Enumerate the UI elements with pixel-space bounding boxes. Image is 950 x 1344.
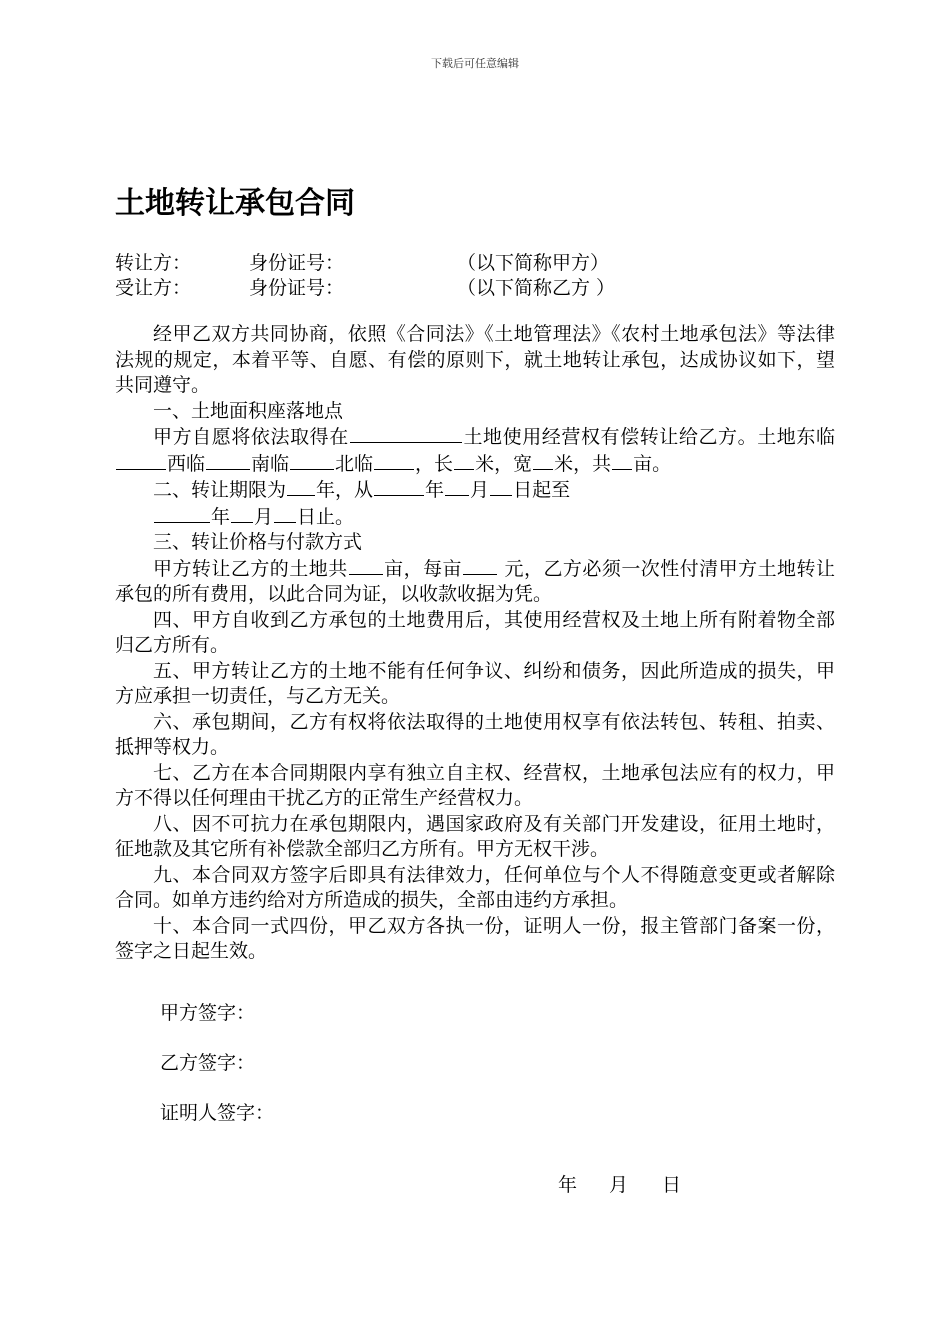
text-run: 年 (425, 479, 445, 501)
section-1-text (115, 424, 835, 477)
west-blank (206, 451, 250, 470)
party-alias: （以下简称甲方） (457, 252, 610, 274)
text-run: 米，共 (554, 452, 612, 475)
signing-date (558, 1170, 681, 1197)
text-run: 米，宽 (475, 452, 533, 475)
text-run: 亩，每亩 (383, 557, 463, 580)
contract-body (115, 322, 835, 965)
date-month: 月 (609, 1174, 629, 1196)
start-year-blank (374, 477, 424, 496)
length-blank (454, 451, 474, 470)
clause-8: 八、因不可抗力在承包期限内，遇国家政府及有关部门开发建设，征用土地时，征地款及其它所有补偿款全部归乙方所有。甲方无权干涉。 (115, 812, 835, 860)
text-run: 月 (470, 479, 490, 501)
party-a-signature: 甲方签字： (160, 1002, 256, 1024)
clause-6: 六、承包期间，乙方有权将依法取得的土地使用权享有依法转包、转租、拍卖、抵押等权力。 (115, 710, 835, 758)
clause-9: 九、本合同双方签字后即具有法律效力，任何单位与个人不得随意变更或者解除合同。如单方违约给对方所造成的损失，全部由违约方承担。 (115, 863, 835, 911)
clause-5: 五、甲方转让乙方的土地不能有任何争议、纠纷和债务，因此所造成的损失，甲方应承担一切责任，与乙方无关。 (115, 659, 835, 707)
party-alias: （以下简称乙方 ） (457, 277, 616, 299)
price-per-mu-blank (463, 556, 497, 575)
date-year: 年 (558, 1174, 578, 1196)
text-run: 年，从 (316, 479, 374, 501)
document-title: 土地转让承包合同 (115, 186, 355, 221)
clause-7: 七、乙方在本合同期限内享有独立自主权、经营权，土地承包法应有的权力，甲方不得以任何理由干扰乙方的正常生产经营权力。 (115, 761, 835, 809)
text-run: 南临 (251, 452, 290, 475)
party-role: 受让方： (115, 277, 192, 299)
text-run: 北临 (335, 452, 374, 475)
south-blank (290, 451, 334, 470)
text-run: 甲方转让乙方的土地共 (153, 557, 348, 580)
party-id-label: 身份证号： (249, 252, 345, 274)
section-3-text (115, 556, 835, 608)
intro-paragraph: 经甲乙双方共同协商，依照《合同法》《土地管理法》《农村土地承包法》等法律法规的规定，本着平等、自愿、有偿的原则下，就土地转让承包，达成协议如下，望共同遵守。 (115, 323, 835, 396)
end-month-blank (231, 504, 253, 523)
section-2-text (115, 477, 835, 530)
text-run: 元，乙方必须一次性付清甲方土地转让承包的所有费用，以此合同为证，以收款收据为凭。 (115, 557, 835, 605)
end-year-blank (154, 504, 210, 523)
section-1-heading: 一、土地面积座落地点 (153, 399, 344, 422)
east-blank (116, 451, 166, 470)
party-b-signature: 乙方签字： (160, 1052, 256, 1074)
north-blank (374, 451, 414, 470)
text-run: 土地使用经营权有偿转让给乙方。土地东临 (462, 426, 835, 448)
text-run: 年 (211, 505, 231, 528)
text-run: 亩。 (633, 452, 672, 475)
text-run: 甲方自愿将依法取得在 (153, 426, 349, 448)
area-blank (612, 451, 632, 470)
text-run: 日止。 (297, 505, 355, 528)
text-run: 日起至 (513, 479, 571, 501)
term-years-blank (287, 477, 315, 496)
total-mu-blank (349, 556, 383, 575)
party-role: 转让方： (115, 252, 192, 274)
witness-signature: 证明人签字： (160, 1102, 275, 1124)
text-run: 二、转让期限为 (153, 479, 287, 501)
location-blank (350, 424, 462, 443)
text-run: 月 (254, 505, 274, 528)
end-day-blank (274, 504, 296, 523)
parties-block (115, 248, 855, 298)
section-3-heading: 三、转让价格与付款方式 (153, 531, 363, 553)
text-run: 西临 (167, 452, 206, 475)
width-blank (533, 451, 553, 470)
header-note: 下载后可任意编辑 (431, 57, 519, 70)
date-day: 日 (662, 1174, 682, 1196)
party-row-transferor (115, 248, 855, 273)
clause-4: 四、甲方自收到乙方承包的土地费用后，其使用经营权及土地上所有附着物全部归乙方所有。 (115, 608, 835, 656)
start-day-blank (490, 477, 512, 496)
party-row-transferee (115, 273, 855, 298)
text-run: ，长 (415, 452, 454, 475)
start-month-blank (445, 477, 469, 496)
party-id-label: 身份证号： (249, 277, 345, 299)
clause-10: 十、本合同一式四份，甲乙双方各执一份，证明人一份，报主管部门备案一份，签字之日起生效。 (115, 914, 835, 962)
